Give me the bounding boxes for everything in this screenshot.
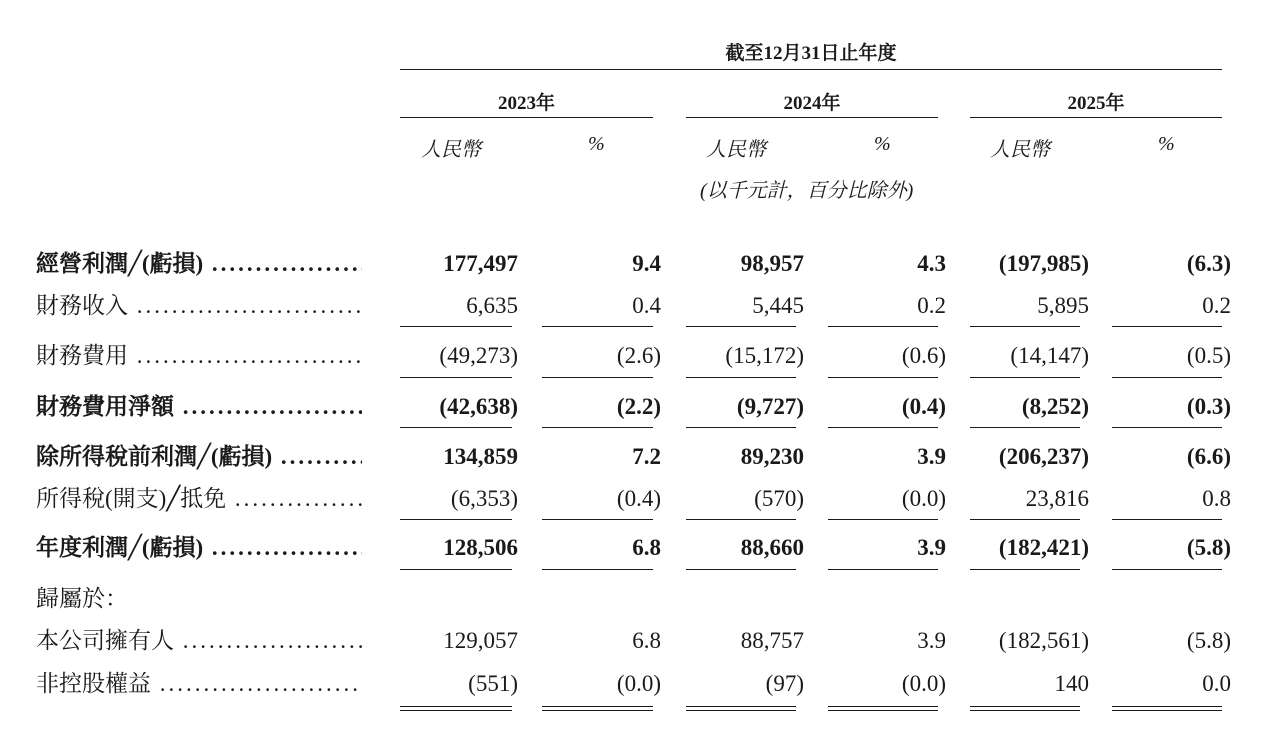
year-2024-header: 2024年 (783, 93, 841, 114)
underline (828, 326, 938, 327)
table-row (0, 481, 1276, 517)
cell-2025-percent: 0.2 (1202, 293, 1231, 318)
row-label: 財務費用 ..... (36, 338, 362, 374)
cell-2025-amount: (206,237) (998, 444, 1089, 469)
currency-label-2023: 人民幣 (421, 139, 481, 161)
cell-2024-percent: 0.2 (917, 293, 946, 318)
cell-2025-percent: (5.8) (1186, 535, 1231, 560)
cell-2024-percent: (0.0) (901, 486, 946, 511)
table-row (0, 666, 1276, 702)
year-2024-rule (686, 117, 938, 118)
cell-2023-percent: (0.0) (616, 671, 661, 696)
cell-2024-amount: (570) (754, 486, 804, 511)
cell-2024-percent: 3.9 (917, 628, 946, 653)
underline (686, 569, 796, 570)
underline (400, 519, 512, 520)
underline (970, 377, 1080, 378)
underline (828, 519, 938, 520)
cell-2025-amount: 140 (1054, 671, 1089, 696)
cell-2025-percent: (6.6) (1186, 444, 1231, 469)
row-label: 歸屬於： (36, 586, 128, 611)
underline (828, 569, 938, 570)
underline (542, 427, 653, 428)
cell-2023-percent: 6.8 (632, 628, 661, 653)
cell-2023-amount: 134,859 (443, 444, 518, 469)
row-label: 年度利潤╱(虧損) ..... (36, 530, 362, 566)
row-label: 本公司擁有人 ..... (36, 623, 362, 659)
cell-2023-amount: 6,635 (466, 293, 518, 318)
underline (1112, 326, 1222, 327)
underline (970, 427, 1080, 428)
cell-2023-percent: 6.8 (632, 535, 661, 560)
underline (970, 569, 1080, 570)
cell-2023-amount: (49,273) (439, 343, 518, 368)
cell-2024-percent: (0.0) (901, 671, 946, 696)
cell-2025-amount: 23,816 (1025, 486, 1089, 511)
underline (970, 326, 1080, 327)
cell-2023-percent: (0.4) (616, 486, 661, 511)
row-label: 經營利潤╱(虧損) ..... (36, 246, 362, 282)
table-row (0, 288, 1276, 324)
table-row (0, 623, 1276, 659)
underline (542, 519, 653, 520)
double-underline (1112, 706, 1222, 711)
cell-2025-amount: (14,147) (1010, 343, 1089, 368)
year-2025-header: 2025年 (1067, 93, 1125, 114)
cell-2025-amount: (8,252) (1021, 394, 1089, 419)
cell-2025-amount: (182,421) (998, 535, 1089, 560)
underline (1112, 519, 1222, 520)
cell-2025-percent: 0.8 (1202, 486, 1231, 511)
underline (542, 326, 653, 327)
cell-2023-amount: 128,506 (443, 535, 518, 560)
underline (828, 427, 938, 428)
row-label: 除所得稅前利潤╱(虧損) ..... (36, 439, 362, 475)
cell-2025-percent: (0.3) (1186, 394, 1231, 419)
percent-label-2025: % (1158, 133, 1175, 155)
cell-2023-percent: (2.2) (616, 394, 661, 419)
underline (828, 377, 938, 378)
double-underline (686, 706, 796, 711)
table-row (0, 530, 1276, 566)
cell-2024-amount: (9,727) (736, 394, 804, 419)
underline (970, 519, 1080, 520)
underline (542, 569, 653, 570)
cell-2025-percent: (6.3) (1186, 251, 1231, 276)
table-row (0, 338, 1276, 374)
cell-2023-amount: 129,057 (443, 628, 518, 653)
cell-2024-percent: (0.4) (901, 394, 946, 419)
double-underline (828, 706, 938, 711)
cell-2024-amount: 89,230 (740, 444, 804, 469)
cell-2025-percent: (0.5) (1186, 343, 1231, 368)
cell-2025-amount: (197,985) (998, 251, 1089, 276)
double-underline (400, 706, 512, 711)
currency-label-2025: 人民幣 (990, 139, 1050, 161)
cell-2024-percent: 3.9 (917, 444, 946, 469)
unit-note: (以千元計，百分比除外) (700, 180, 914, 202)
year-2023-header: 2023年 (497, 93, 555, 114)
year-2025-rule (970, 117, 1222, 118)
percent-label-2023: % (588, 133, 605, 155)
underline (400, 326, 512, 327)
cell-2025-amount: (182,561) (998, 628, 1089, 653)
cell-2024-amount: 5,445 (752, 293, 804, 318)
cell-2023-percent: 9.4 (632, 251, 661, 276)
row-label: 非控股權益 ..... (36, 666, 362, 702)
year-2023-rule (400, 117, 653, 118)
cell-2023-percent: 7.2 (632, 444, 661, 469)
underline (542, 377, 653, 378)
double-underline (970, 706, 1080, 711)
underline (400, 427, 512, 428)
period-rule (400, 69, 1222, 70)
cell-2023-amount: (6,353) (450, 486, 518, 511)
underline (1112, 377, 1222, 378)
underline (686, 519, 796, 520)
cell-2023-percent: (2.6) (616, 343, 661, 368)
cell-2025-percent: (5.8) (1186, 628, 1231, 653)
cell-2025-percent: 0.0 (1202, 671, 1231, 696)
table-row (0, 581, 1276, 617)
cell-2023-percent: 0.4 (632, 293, 661, 318)
cell-2024-amount: 88,660 (740, 535, 804, 560)
cell-2023-amount: (551) (468, 671, 518, 696)
underline (1112, 569, 1222, 570)
table-row (0, 439, 1276, 475)
cell-2024-amount: 88,757 (740, 628, 804, 653)
cell-2024-percent: 4.3 (917, 251, 946, 276)
table-row (0, 246, 1276, 282)
cell-2023-amount: 177,497 (443, 251, 518, 276)
period-header: 截至12月31日止年度 (725, 43, 897, 64)
double-underline (542, 706, 653, 711)
cell-2024-percent: 3.9 (917, 535, 946, 560)
row-label: 財務費用淨額 ..... (36, 389, 362, 425)
cell-2024-amount: (97) (765, 671, 804, 696)
cell-2024-amount: (15,172) (725, 343, 804, 368)
cell-2024-amount: 98,957 (740, 251, 804, 276)
underline (686, 427, 796, 428)
underline (1112, 427, 1222, 428)
row-label: 財務收入 ..... (36, 288, 362, 324)
table-row (0, 389, 1276, 425)
cell-2023-amount: (42,638) (439, 394, 518, 419)
cell-2024-percent: (0.6) (901, 343, 946, 368)
underline (686, 377, 796, 378)
underline (686, 326, 796, 327)
underline (400, 569, 512, 570)
percent-label-2024: % (874, 133, 891, 155)
underline (400, 377, 512, 378)
currency-label-2024: 人民幣 (706, 139, 766, 161)
row-label: 所得稅(開支)╱抵免 ..... (36, 481, 362, 517)
cell-2025-amount: 5,895 (1037, 293, 1089, 318)
